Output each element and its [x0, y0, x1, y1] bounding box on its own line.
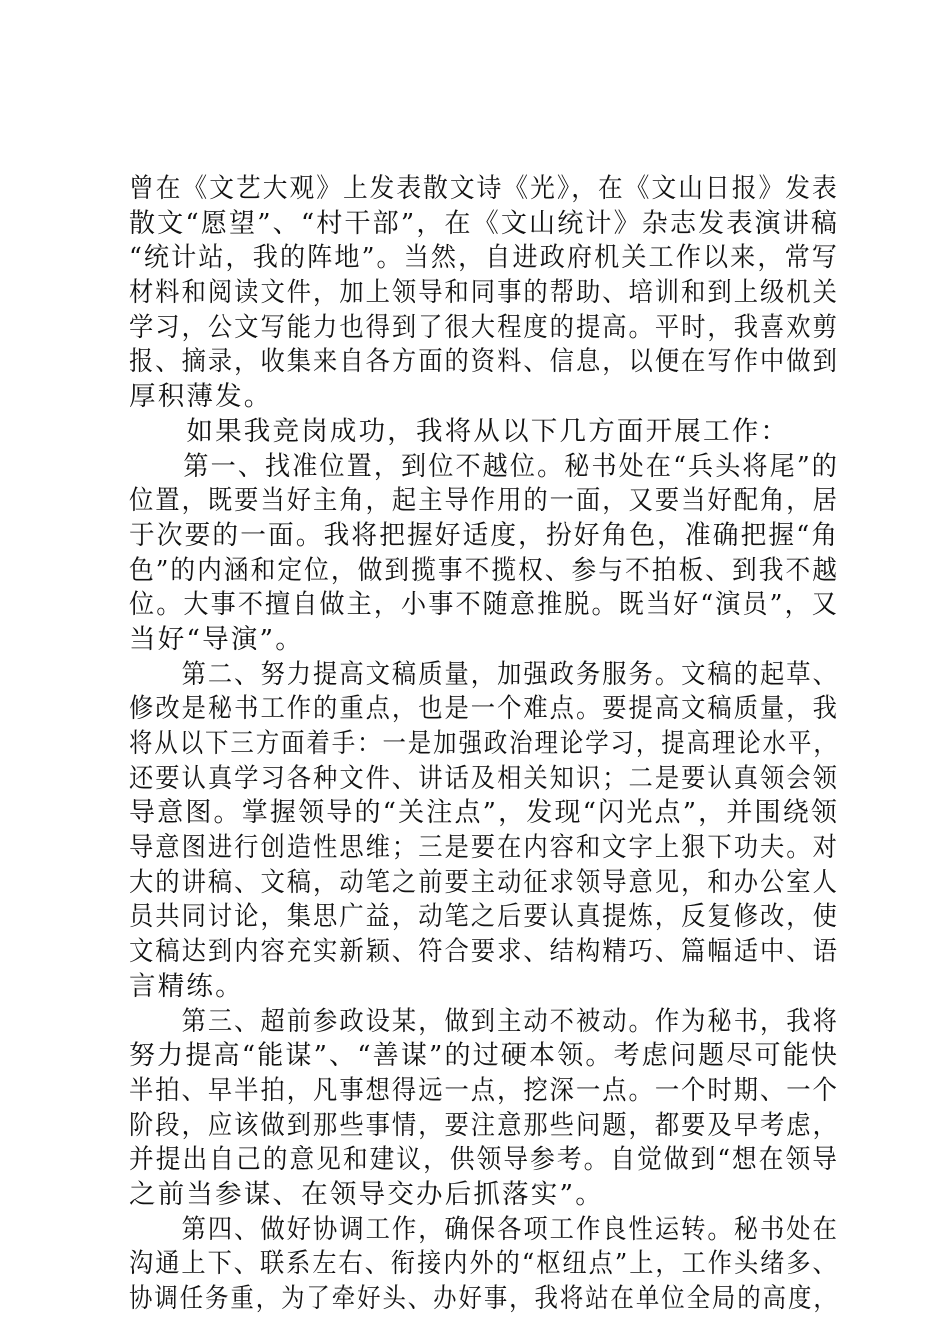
text-line: 散文“愿望”、“村干部”，在《文山统计》杂志发表演讲稿 — [129, 207, 840, 239]
text-line: 导意图。掌握领导的“关注点”，发现“闪光点”，并围绕领 — [129, 797, 840, 829]
text-line: “统计站，我的阵地”。当然，自进政府机关工作以来，常写 — [129, 242, 839, 274]
text-line: 阶段，应该做到那些事情，要注意那些问题，都要及早考虑， — [129, 1109, 839, 1141]
text-line: 还要认真学习各种文件、讲话及相关知识；二是要认真领会领 — [129, 762, 839, 794]
text-line: 色”的内涵和定位，做到揽事不揽权、参与不拍板、到我不越 — [129, 554, 839, 586]
text-line: 半拍、早半拍，凡事想得远一点，挖深一点。一个时期、一个 — [129, 1074, 839, 1106]
text-line: 当好“导演”。 — [129, 623, 304, 655]
text-line: 协调任务重，为了牵好头、办好事，我将站在单位全局的高度， — [129, 1283, 839, 1314]
text-line: 报、摘录，收集来自各方面的资料、信息，以便在写作中做到 — [129, 346, 839, 378]
text-line: 文稿达到内容充实新颖、符合要求、结构精巧、篇幅适中、语 — [129, 936, 839, 968]
text-line: 曾在《文艺大观》上发表散文诗《光》，在《文山日报》发表 — [129, 173, 839, 204]
text-line: 言精练。 — [129, 970, 244, 1002]
text-line: 位。大事不擅自做主，小事不随意推脱。既当好“演员”，又 — [129, 589, 839, 621]
text-line: 如果我竞岗成功，我将从以下几方面开展工作： — [129, 415, 790, 447]
text-line: 修改是秘书工作的重点，也是一个难点。要提高文稿质量，我 — [129, 693, 839, 725]
text-line: 努力提高“能谋”、“善谋”的过硬本领。考虑问题尽可能快 — [129, 1040, 840, 1072]
text-line: 材料和阅读文件，加上领导和同事的帮助、培训和到上级机关 — [129, 277, 839, 309]
text-line: 沟通上下、联系左右、衔接内外的“枢纽点”上，工作头绪多、 — [129, 1248, 839, 1280]
text-line: 厚积薄发。 — [129, 381, 273, 413]
body-text — [129, 172, 839, 1317]
text-line: 大的讲稿、文稿，动笔之前要主动征求领导意见，和办公室人 — [129, 866, 839, 898]
text-line: 第三、超前参政设某，做到主动不被动。作为秘书，我将 — [129, 1005, 839, 1037]
text-line: 员共同讨论，集思广益，动笔之后要认真提炼，反复修改，使 — [129, 901, 839, 933]
text-line: 位置，既要当好主角，起主导作用的一面，又要当好配角，居 — [129, 485, 839, 517]
text-line: 之前当参谋、在领导交办后抓落实”。 — [129, 1178, 604, 1210]
text-line: 第二、努力提高文稿质量，加强政务服务。文稿的起草、 — [129, 658, 839, 690]
text-line: 将从以下三方面着手：一是加强政治理论学习，提高理论水平， — [129, 728, 839, 759]
text-line: 导意图进行创造性思维；三是要在内容和文字上狠下功夫。对 — [129, 832, 839, 864]
text-line: 并提出自己的意见和建议，供领导参考。自觉做到“想在领导 — [129, 1144, 839, 1176]
text-line: 于次要的一面。我将把握好适度，扮好角色，准确把握“角 — [129, 519, 840, 551]
text-line: 学习，公文写能力也得到了很大程度的提高。平时，我喜欢剪 — [129, 311, 839, 343]
text-line: 第四、做好协调工作，确保各项工作良性运转。秘书处在 — [129, 1213, 839, 1245]
text-line: 第一、找准位置，到位不越位。秘书处在“兵头将尾”的 — [129, 450, 839, 482]
